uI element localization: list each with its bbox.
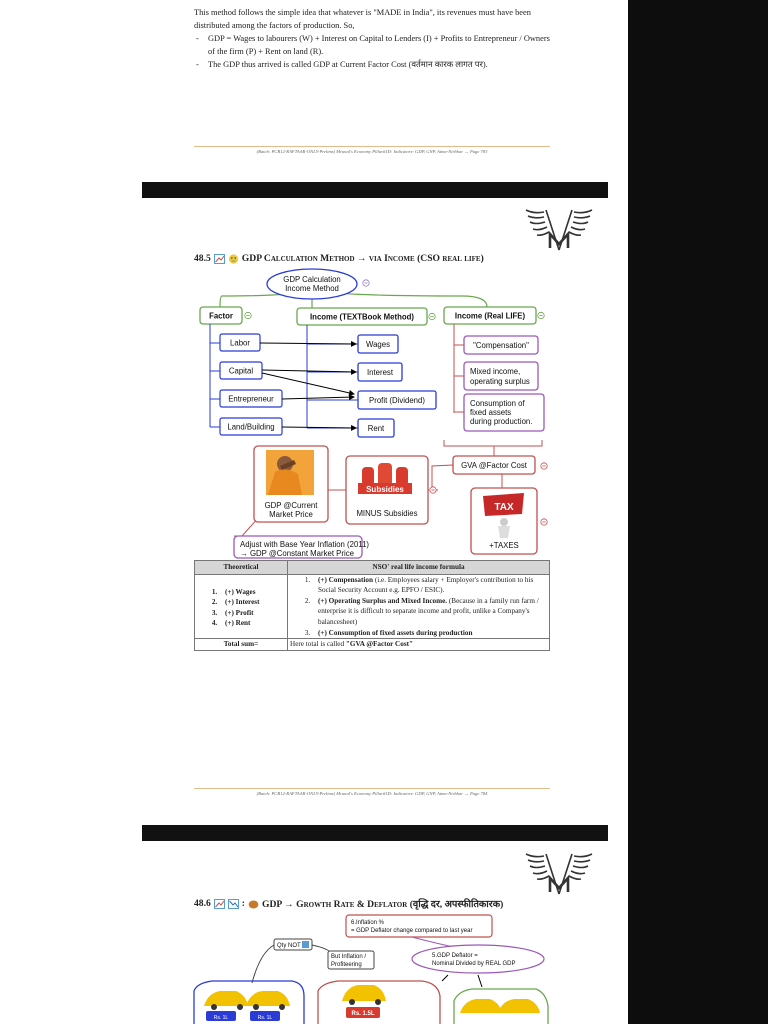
growth-deflator-mind-map — [142, 841, 608, 1024]
svg-text:= GDP Deflator change compared: = GDP Deflator change compared to last year — [351, 928, 473, 934]
price-tag: Rs. 1L — [213, 1015, 229, 1021]
real-compensation — [464, 336, 538, 354]
list-item: 1. (+) Compensation (i.e. Employees salary + Employer's contribution to his Social Security Account e.g. EPFO / ESIC). — [312, 575, 547, 596]
heading-number: 48.5 — [194, 253, 211, 264]
minus-subsidies-node — [346, 456, 428, 524]
page-gap — [142, 182, 608, 198]
intro-line-1: This method follows the simple idea that whatever is "MADE in India", its revenues must have been — [194, 8, 531, 17]
nso-list-cell — [288, 574, 550, 639]
yellow-car-icon — [342, 985, 386, 1005]
svg-text:GDP @Current: GDP @Current — [264, 501, 318, 510]
bullet-factor-cost: - The GDP thus arrived is called GDP at Current Factor Cost (वर्तमान कारक लागत पर). — [194, 58, 554, 71]
svg-text:Profit (Dividend): Profit (Dividend) — [369, 396, 425, 405]
gva-factor-cost-node — [453, 456, 547, 474]
theoretical-list-cell — [195, 574, 288, 639]
svg-text:Nominal Divided by REAL GDP: Nominal Divided by REAL GDP — [432, 961, 516, 967]
svg-text:Land/Building: Land/Building — [227, 422, 275, 432]
svg-text:Income Method: Income Method — [285, 284, 339, 293]
gas-cylinder-icon — [358, 463, 412, 494]
svg-text:→ GDP @Constant Market Price: → GDP @Constant Market Price — [240, 549, 354, 558]
income-wages — [358, 335, 398, 353]
car-panel-middle — [318, 981, 440, 1024]
svg-text:MINUS Subsidies: MINUS Subsidies — [356, 509, 418, 518]
price-tag: Rs. 1L — [257, 1015, 273, 1021]
total-value: Here total is called "GVA @Factor Cost" — [288, 639, 550, 651]
factor-income-arrows — [260, 343, 356, 428]
svg-text:Income (Real LIFE): Income (Real LIFE) — [454, 311, 526, 321]
real-consumption-fixed-assets — [464, 394, 544, 431]
factor-entrepreneur — [220, 390, 282, 407]
table-row — [195, 574, 550, 639]
yellow-car-icon — [460, 999, 502, 1013]
svg-text:Entrepreneur: Entrepreneur — [228, 394, 274, 404]
svg-text:Market Price: Market Price — [269, 510, 313, 519]
svg-text:Factor: Factor — [209, 311, 233, 321]
section-heading-48-6: 48.6 : GDP → Growth Rate & Deflator (वृद्धि दर, अपस्फीतिकारक) — [194, 898, 504, 910]
svg-text:Qty NOT: Qty NOT — [277, 943, 301, 949]
svg-text:Income (TEXTBook Method): Income (TEXTBook Method) — [310, 312, 414, 322]
list-item: 1. (+) Wages — [219, 587, 285, 598]
list-item: 4. (+) Rent — [219, 618, 285, 629]
svg-text:Subsidies: Subsidies — [366, 485, 404, 494]
svg-text:during production.: during production. — [470, 417, 533, 426]
page-footer: (Batch: PCB12-RAFTAAR-ONLY-Prelims) Mrunal's Economy Pillar#1D: Indicators- GDP, GNP, Atma-Nirbhar → Page 784 — [256, 791, 488, 796]
svg-text:GDP Calculation: GDP Calculation — [283, 275, 341, 284]
qty-not-node — [274, 939, 312, 950]
real-life-bracket — [444, 440, 542, 446]
document-page-783 — [142, 0, 608, 182]
income-method-intro — [194, 6, 554, 71]
price-tag: Rs. 1.5L — [351, 1011, 375, 1017]
bullet-gdp-formula: - GDP = Wages to labourers (W) + Interest on Capital to Lenders (I) + Profits to Entrepreneur / Owners of the firm (P) + Rent on land (R). — [194, 32, 554, 58]
income-formula-table — [194, 560, 550, 651]
yellow-car-icon — [498, 999, 540, 1013]
document-page-784 — [142, 198, 608, 825]
car-panel-right — [454, 989, 548, 1024]
income-method-mind-map — [142, 198, 608, 825]
svg-text:+TAXES: +TAXES — [489, 541, 519, 550]
svg-text:operating surplus: operating surplus — [470, 377, 530, 386]
table-total-row — [195, 639, 550, 651]
factor-node — [200, 307, 251, 324]
income-profit — [358, 391, 436, 409]
svg-text:"Compensation": "Compensation" — [473, 341, 529, 350]
svg-text:Consumption of: Consumption of — [470, 399, 525, 408]
root-connectors — [220, 288, 487, 308]
yellow-car-icon — [204, 991, 248, 1010]
yellow-car-icon — [246, 991, 290, 1010]
income-textbook-node — [297, 308, 435, 325]
svg-text:5.GDP Deflator =: 5.GDP Deflator = — [432, 953, 478, 959]
page-gap — [142, 825, 608, 841]
heading-number: 48.6 — [194, 898, 211, 909]
footer-divider — [194, 788, 550, 789]
document-page-785 — [142, 841, 608, 1024]
list-item: 3. (+) Consumption of fixed assets during production — [312, 628, 547, 639]
heading-title: GDP → Growth Rate & Deflator (वृद्धि दर, अपस्फीतिकारक) — [262, 899, 504, 910]
svg-text:Adjust with Base Year Inflatio: Adjust with Base Year Inflation (2011) — [240, 540, 370, 549]
but-inflation-node — [328, 951, 374, 969]
svg-text:Capital: Capital — [228, 366, 254, 376]
list-item: 2. (+) Operating Surplus and Mixed Income. (Because in a family run farm / enterprise it is difficult to separate income and profit, unlike a Company's balancesheet) — [312, 596, 547, 628]
list-item: 2. (+) Interest — [219, 597, 285, 608]
intro-line-2: distributed among the factors of production. So, — [194, 21, 355, 30]
drake-meme-icon — [266, 450, 314, 495]
gdp-deflator-node — [412, 945, 544, 973]
factor-labor — [220, 334, 260, 351]
total-label: Total sum= — [195, 639, 288, 651]
svg-text:Interest: Interest — [366, 368, 394, 377]
footer-divider — [194, 146, 550, 147]
svg-text:GVA @Factor Cost: GVA @Factor Cost — [461, 461, 527, 470]
income-real-life-node — [444, 307, 544, 324]
list-item: 3. (+) Profit — [219, 608, 285, 619]
income-rent — [358, 419, 394, 437]
page-footer: (Batch: PCB12-RAFTAAR-ONLY-Prelims) Mrunal's Economy Pillar#1D: Indicators- GDP, GNP, Atma-Nirbhar → Page 783 — [256, 149, 488, 154]
table-header-nso: NSO' real life income formula — [288, 561, 550, 575]
svg-text:TAX: TAX — [494, 502, 514, 513]
table-header-row — [195, 561, 550, 575]
gdp-current-market-price-node — [254, 446, 328, 522]
income-interest — [358, 363, 402, 381]
car-panel-left — [194, 981, 304, 1024]
svg-text:6.Inflation %: 6.Inflation % — [351, 920, 385, 926]
svg-text:fixed assets: fixed assets — [470, 408, 512, 417]
plus-taxes-node — [471, 488, 547, 554]
viewer-dark-background — [628, 0, 768, 1024]
real-mixed-income — [464, 362, 538, 390]
svg-text:Wages: Wages — [366, 340, 390, 349]
svg-text:Profiteering: Profiteering — [331, 962, 362, 968]
factor-land-building — [220, 418, 282, 435]
svg-text:Labor: Labor — [230, 338, 250, 348]
svg-text:But Inflation /: But Inflation / — [331, 954, 367, 960]
svg-text:Mixed income,: Mixed income, — [470, 367, 521, 376]
factor-capital — [220, 362, 262, 379]
inflation-node — [346, 915, 492, 937]
heading-title: GDP Calculation Method → via Income (CSO real life) — [241, 253, 484, 264]
table-header-theoretical: Theoretical — [195, 561, 288, 575]
adjust-base-year-node — [234, 536, 369, 558]
svg-text:Rent: Rent — [367, 424, 385, 433]
